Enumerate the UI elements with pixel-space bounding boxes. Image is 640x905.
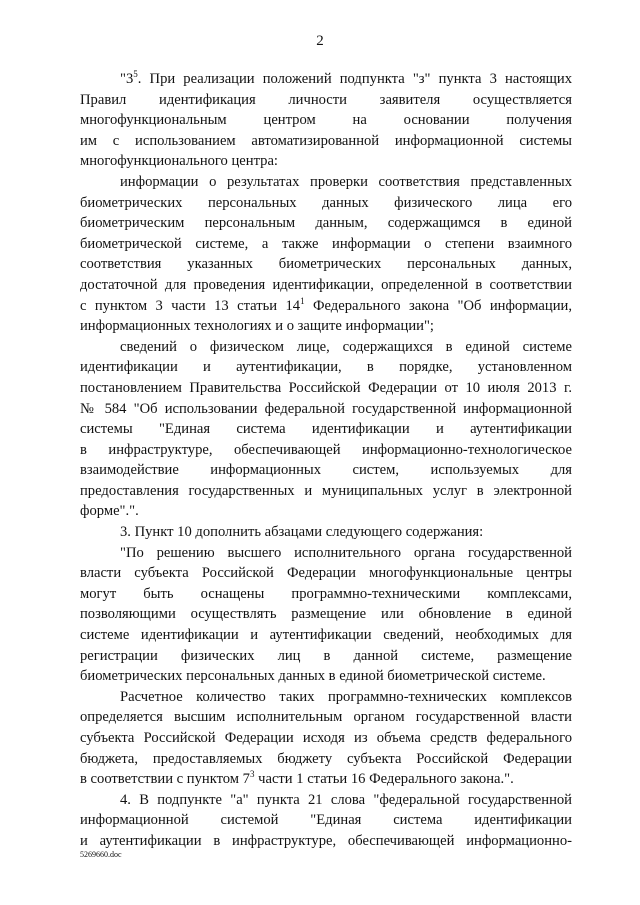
text-line: Расчетное количество таких программно-технических комплексов <box>120 688 572 705</box>
text-line: биометрических персональных данных в единой биометрической системе. <box>80 668 546 685</box>
text-line: "$3^5$. При реализации положений подпункта "з" пункта 3 настоящих <box>120 69 572 87</box>
footnote-superscript: 1 <box>300 295 305 306</box>
text-line: власти субъекта Российской Федерации многофункциональные центры <box>80 565 572 582</box>
text-line: идентификации и аутентификации, в порядке, установленном <box>80 359 572 376</box>
text-line: субъекта Российской Федерации исходя из объема средств федерального <box>80 730 572 746</box>
text-line: достаточной для проведения идентификации, определенной в соответствии <box>80 276 572 293</box>
text-line: форме".". <box>80 503 139 520</box>
text-line: биометрических персональных данных физического лица его <box>80 194 572 211</box>
text-line: "По решению высшего исполнительного органа государственной <box>120 544 572 561</box>
text-line: в соответствии с пунктом $7^3$ части 1 статьи 16 Федерального закона.". <box>80 769 514 788</box>
text-line: многофункционального центра: <box>80 153 278 170</box>
text-line: предоставления государственных и муниципальных услуг в электронной <box>80 482 572 499</box>
text-line: информационной системой "Единая система идентификации <box>80 812 572 829</box>
text-line: постановлением Правительства Российской Федерации от 10 июля 2013 г. <box>80 379 572 396</box>
footnote-superscript: 3 <box>249 769 255 780</box>
text-line: бюджета, предоставляемых бюджету субъекта Российской Федерации <box>80 750 572 767</box>
text-line: им с использованием автоматизированной информационной системы <box>80 132 572 149</box>
text-line: определяется высшим исполнительным органом государственной власти <box>80 709 572 726</box>
text-line: № 584 "Об использовании федеральной государственной информационной <box>80 400 572 417</box>
text-line: и аутентификации в инфраструктуре, обеспечивающей информационно- <box>80 832 572 849</box>
text-line: в инфраструктуре, обеспечивающей информационно-технологическое <box>80 441 572 458</box>
document-body <box>80 69 572 852</box>
text-line: 4. В подпункте "а" пункта 21 слова "федеральной государственной <box>120 791 572 808</box>
document-file-id: 5269660.doc <box>80 850 122 859</box>
text-line: с пунктом 3 части 13 статьи $14^1$ Федерального закона "Об информации, <box>80 295 572 314</box>
text-line: сведений о физическом лице, содержащихся в единой системе <box>120 338 572 355</box>
text-line: позволяющими осуществлять размещение или обновление в единой <box>80 606 572 623</box>
text-line: взаимодействие информационных систем, используемых для <box>80 462 572 479</box>
text-line: биометрическим персональным данным, содержащимся в единой <box>80 215 572 232</box>
text-line: биометрической системе, а также информации о степени взаимного <box>80 235 572 252</box>
text-line: системы "Единая система идентификации и аутентификации <box>80 421 572 438</box>
text-line: информационных технологиях и о защите информации"; <box>80 318 434 335</box>
text-line: регистрации физических лиц в данной системе, размещение <box>80 647 572 664</box>
text-line: многофункциональным центром на основании получения <box>80 112 572 129</box>
page-number: 2 <box>316 33 324 49</box>
text-line: системе идентификации и аутентификации сведений, необходимых для <box>80 627 572 644</box>
footnote-superscript: 5 <box>133 69 138 79</box>
text-line: соответствия указанных биометрических персональных данных, <box>80 256 572 273</box>
text-line: информации о результатах проверки соответствия представленных <box>120 173 572 190</box>
text-line: 3. Пункт 10 дополнить абзацами следующего содержания: <box>120 524 484 541</box>
text-line: Правил идентификация личности заявителя осуществляется <box>80 91 572 108</box>
text-line: могут быть оснащены программно-техническими комплексами, <box>80 585 572 602</box>
